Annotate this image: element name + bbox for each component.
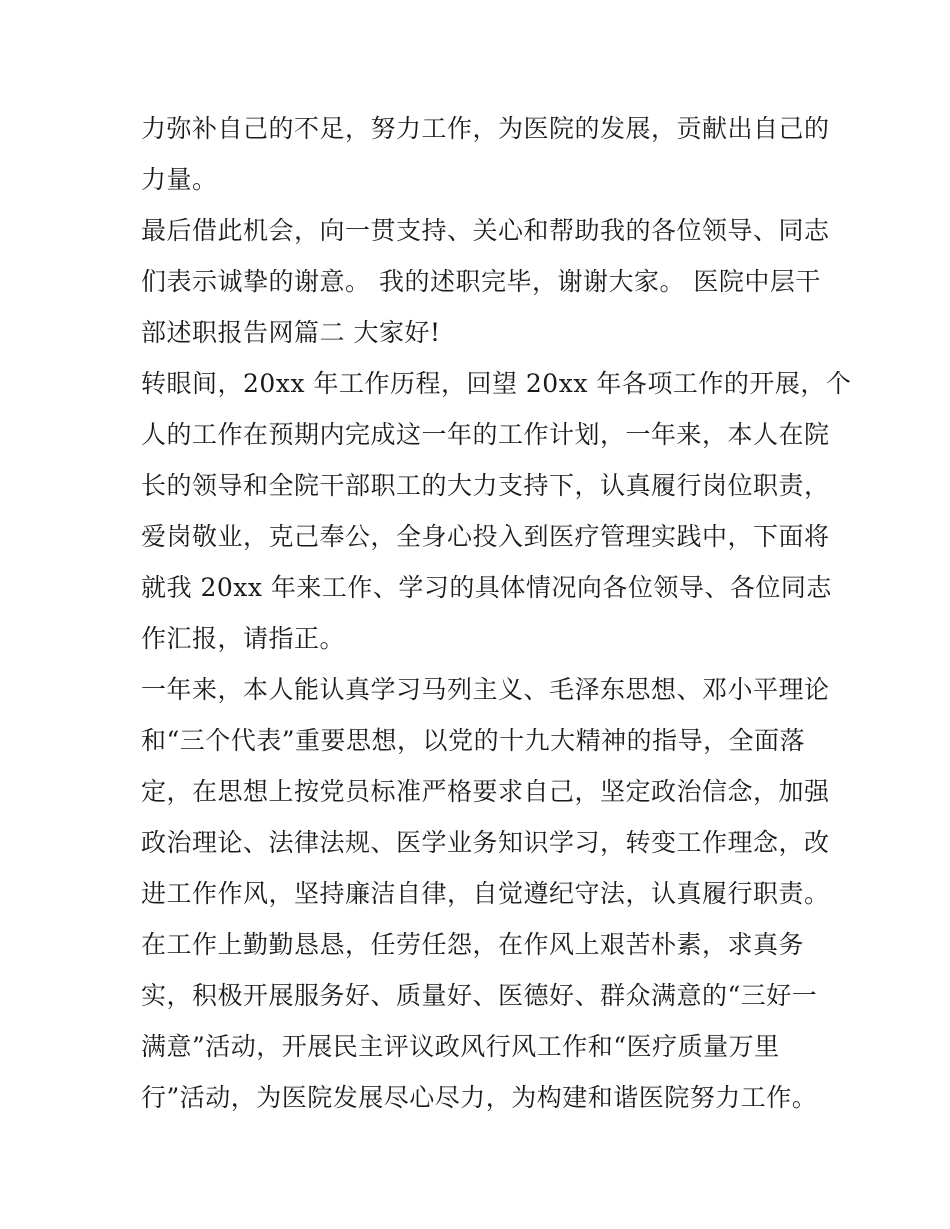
text-line-12: 一年来，本人能认真学习马列主义、毛泽东思想、邓小平理论 xyxy=(141,675,830,704)
text-line-20: 行”活动，为医院发展尽心尽力，为构建和谐医院努力工作。 xyxy=(141,1083,818,1112)
text-line-17: 在工作上勤勤恳恳，任劳任怨，在作风上艰苦朴素，求真务 xyxy=(141,930,805,959)
text-line-8: 长的领导和全院干部职工的大力支持下，认真履行岗位职责， xyxy=(141,471,830,500)
text-line-7: 人的工作在预期内完成这一年的工作计划，一年来，本人在院 xyxy=(141,420,830,449)
text-line-6: 转眼间，20xx 年工作历程，回望 20xx 年各项工作的开展，个 xyxy=(141,369,852,398)
text-line-3: 最后借此机会，向一贯支持、关心和帮助我的各位领导、同志 xyxy=(141,216,830,245)
text-line-14: 定，在思想上按党员标准严格要求自己，坚定政治信念，加强 xyxy=(141,777,830,806)
text-line-11: 作汇报，请指正。 xyxy=(141,624,346,653)
text-line-5: 部述职报告网篇二 大家好! xyxy=(141,318,441,347)
text-line-13: 和“三个代表”重要思想，以党的十九大精神的指导，全面落 xyxy=(141,726,806,755)
text-line-10: 就我 20xx 年来工作、学习的具体情况向各位领导、各位同志 xyxy=(141,573,832,602)
text-line-2: 力量。 xyxy=(141,165,218,194)
text-line-18: 实，积极开展服务好、质量好、医德好、群众满意的“三好一 xyxy=(141,981,818,1010)
text-line-15: 政治理论、法律法规、医学业务知识学习，转变工作理念，改 xyxy=(141,828,830,857)
text-line-1: 力弥补自己的不足，努力工作，为医院的发展，贡献出自己的 xyxy=(141,114,830,143)
text-line-4: 们表示诚挚的谢意。 我的述职完毕，谢谢大家。 医院中层干 xyxy=(141,267,821,296)
text-line-16: 进工作作风，坚持廉洁自律，自觉遵纪守法，认真履行职责。 xyxy=(141,879,830,908)
body-text xyxy=(141,103,852,1123)
text-line-19: 满意”活动，开展民主评议政风行风工作和“医疗质量万里 xyxy=(141,1032,780,1061)
text-line-9: 爱岗敬业，克己奉公，全身心投入到医疗管理实践中，下面将 xyxy=(141,522,830,551)
